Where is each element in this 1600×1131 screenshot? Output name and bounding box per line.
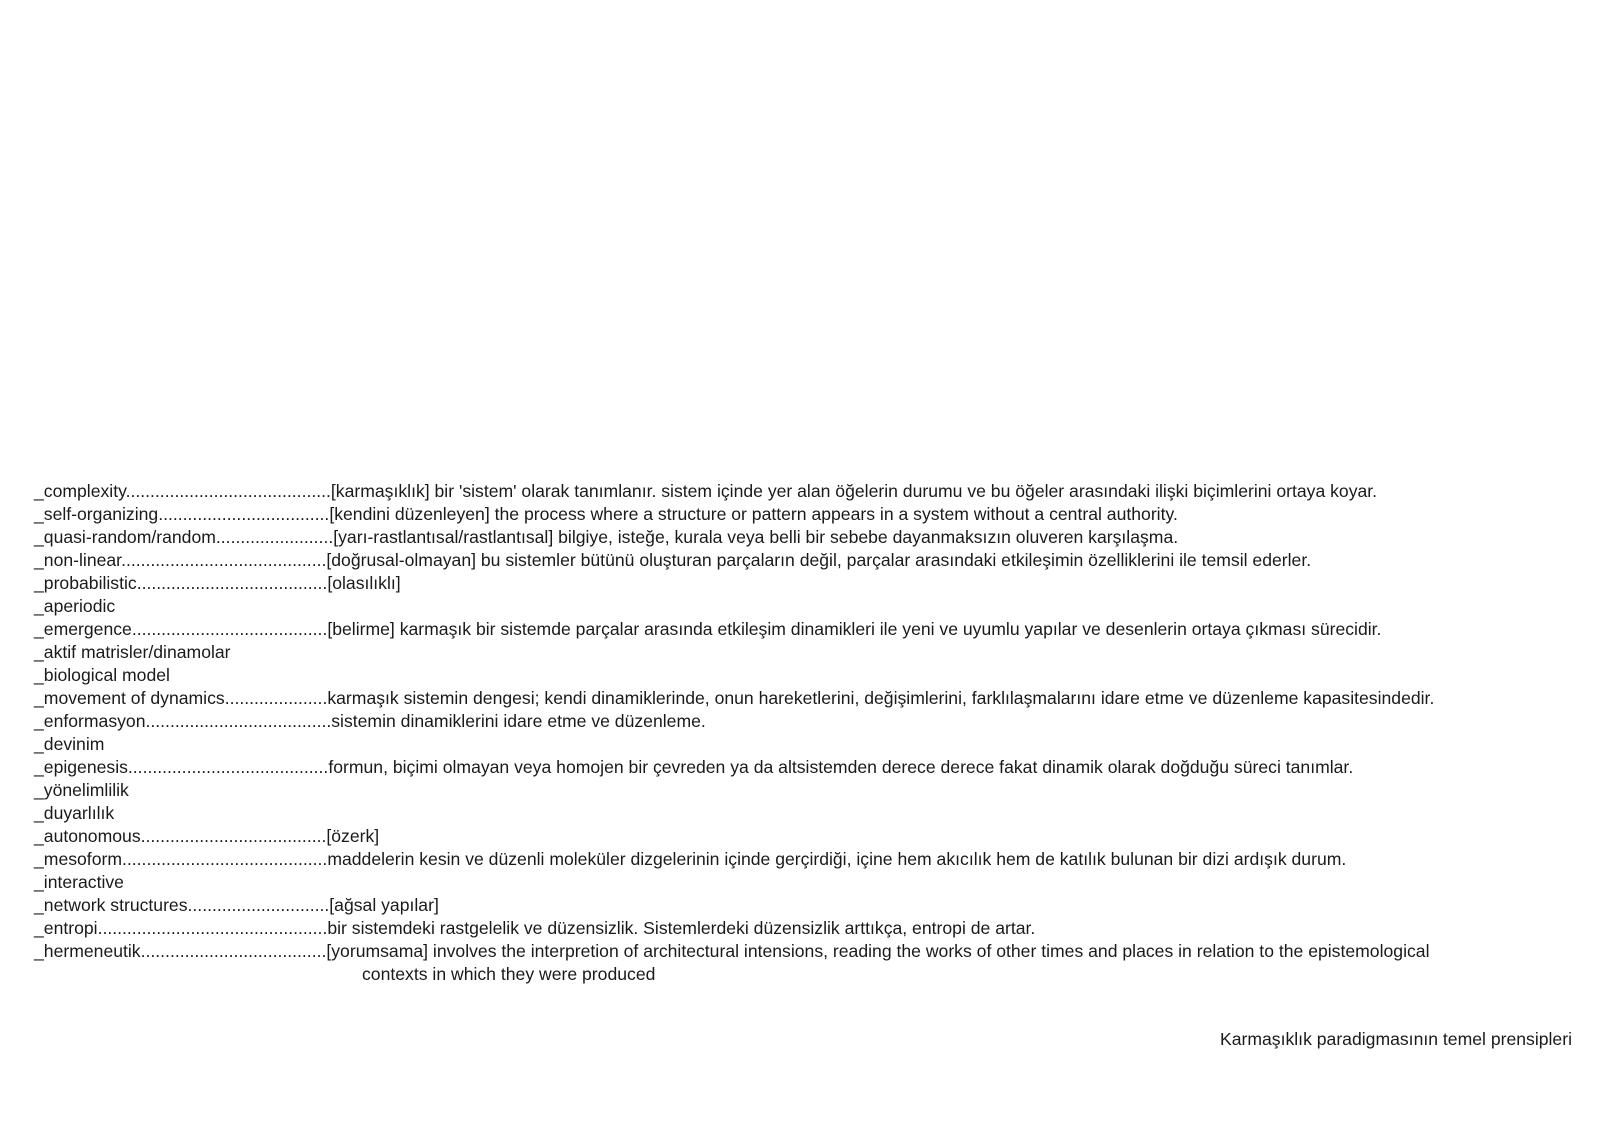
glossary-entry-movement-of-dynamics (34, 687, 1574, 710)
leader-dots: ............................................... (97, 918, 328, 938)
leader-dots: ...................................... (140, 826, 327, 846)
term: _quasi-random/random (34, 527, 216, 547)
leader-dots: .......................................... (121, 550, 327, 570)
leader-dots: ..................... (224, 688, 328, 708)
definition: [ağsal yapılar] (329, 895, 439, 915)
definition: [yorumsama] involves the interpretion of architectural intensions, reading the works of other times and places in relation to the epistemological (326, 941, 1430, 961)
glossary-entry-biological-model (34, 664, 1574, 687)
glossary-entry-devinim (34, 733, 1574, 756)
term: _emergence (34, 619, 132, 639)
definition: karmaşık sistemin dengesi; kendi dinamiklerinde, onun hareketlerini, değişimlerini, farklılaşmalarını idare etme ve düzenleme kapasitesindedir. (327, 688, 1435, 708)
glossary-entry-self-organizing (34, 503, 1574, 526)
glossary-entry-aperiodic (34, 595, 1574, 618)
page-caption: Karmaşıklık paradigmasının temel prensipleri (1219, 1029, 1572, 1049)
leader-dots: ...................................... (145, 711, 332, 731)
term: _autonomous (34, 826, 141, 846)
term: _probabilistic (34, 573, 137, 593)
term: _interactive (34, 872, 124, 892)
glossary-entry-hermeneutik (34, 940, 1574, 963)
definition: [özerk] (326, 826, 380, 846)
glossary-entry-yonelimlilik (34, 779, 1574, 802)
term: _enformasyon (34, 711, 146, 731)
term: _aperiodic (34, 596, 116, 616)
leader-dots: ...................................... (140, 941, 327, 961)
term: _non-linear (34, 550, 122, 570)
glossary-entry-entropi (34, 917, 1574, 940)
term: _aktif matrisler/dinamolar (34, 642, 231, 662)
term: _mesoform (34, 849, 122, 869)
term: _self-organizing (34, 504, 159, 524)
leader-dots: ................................... (158, 504, 330, 524)
leader-dots: ......................................... (127, 757, 329, 777)
definition: [olasılıklı] (327, 573, 401, 593)
term: _biological model (34, 665, 170, 685)
leader-dots: ....................................... (136, 573, 328, 593)
term: _epigenesis (34, 757, 128, 777)
definition: formun, biçimi olmayan veya homojen bir çevreden ya da altsistemden derece derece fakat dinamik olarak doğduğu süreci tanımlar. (328, 757, 1354, 777)
glossary-entry-autonomous (34, 825, 1574, 848)
glossary-entry-epigenesis (34, 756, 1574, 779)
leader-dots: ............................. (187, 895, 330, 915)
leader-dots: ........................ (215, 527, 334, 547)
term: _network structures (34, 895, 188, 915)
glossary-entry-mesoform (34, 848, 1574, 871)
glossary-entry-network-structures (34, 894, 1574, 917)
glossary-entry-emergence (34, 618, 1574, 641)
glossary-entry-hermeneutik-continuation: contexts in which they were produced (362, 964, 656, 984)
glossary-entry-quasi-random (34, 526, 1574, 549)
term: _yönelimlilik (34, 780, 129, 800)
leader-dots: .......................................... (125, 481, 331, 501)
definition: [belirme] karmaşık bir sistemde parçalar arasında etkileşim dinamikleri ile yeni ve uyumlu yapılar ve desenlerin ortaya çıkması sürecidir. (327, 619, 1382, 639)
definition: [kendini düzenleyen] the process where a structure or pattern appears in a system without a central authority. (329, 504, 1178, 524)
term: _entropi (34, 918, 98, 938)
term: _complexity (34, 481, 126, 501)
glossary-entry-duyarlilik (34, 802, 1574, 825)
leader-dots: .......................................... (122, 849, 328, 869)
definition: [yarı-rastlantısal/rastlantısal] bilgiye, isteğe, kurala veya belli bir sebebe dayanmaksızın oluveren karşılaşma. (333, 527, 1179, 547)
glossary-entry-aktif-matrisler (34, 641, 1574, 664)
leader-dots: ........................................ (131, 619, 328, 639)
glossary-entry-probabilistic (34, 572, 1574, 595)
term: _duyarlılık (34, 803, 115, 823)
term: _hermeneutik (34, 941, 141, 961)
definition: [doğrusal-olmayan] bu sistemler bütünü oluşturan parçaların değil, parçalar arasındaki etkileşimin özelliklerini ile temsil ederler. (326, 550, 1312, 570)
glossary-entry-non-linear (34, 549, 1574, 572)
term: _devinim (34, 734, 105, 754)
definition: bir sistemdeki rastgelelik ve düzensizlik. Sistemlerdeki düzensizlik arttıkça, entropi de artar. (327, 918, 1036, 938)
glossary-entry-enformasyon (34, 710, 1574, 733)
term: _movement of dynamics (34, 688, 225, 708)
glossary-entry-complexity (34, 480, 1574, 503)
glossary-list (34, 480, 1574, 986)
definition: sistemin dinamiklerini idare etme ve düzenleme. (331, 711, 706, 731)
definition: [karmaşıklık] bir 'sistem' olarak tanımlanır. sistem içinde yer alan öğelerin durumu ve bu öğeler arasındaki ilişki biçimlerini ortaya koyar. (330, 481, 1378, 501)
glossary-entry-interactive (34, 871, 1574, 894)
definition: maddelerin kesin ve düzenli moleküler dizgelerinin içinde gerçirdiği, içine hem akıcılık hem de katılık bulunan bir dizi ardışık durum. (327, 849, 1347, 869)
